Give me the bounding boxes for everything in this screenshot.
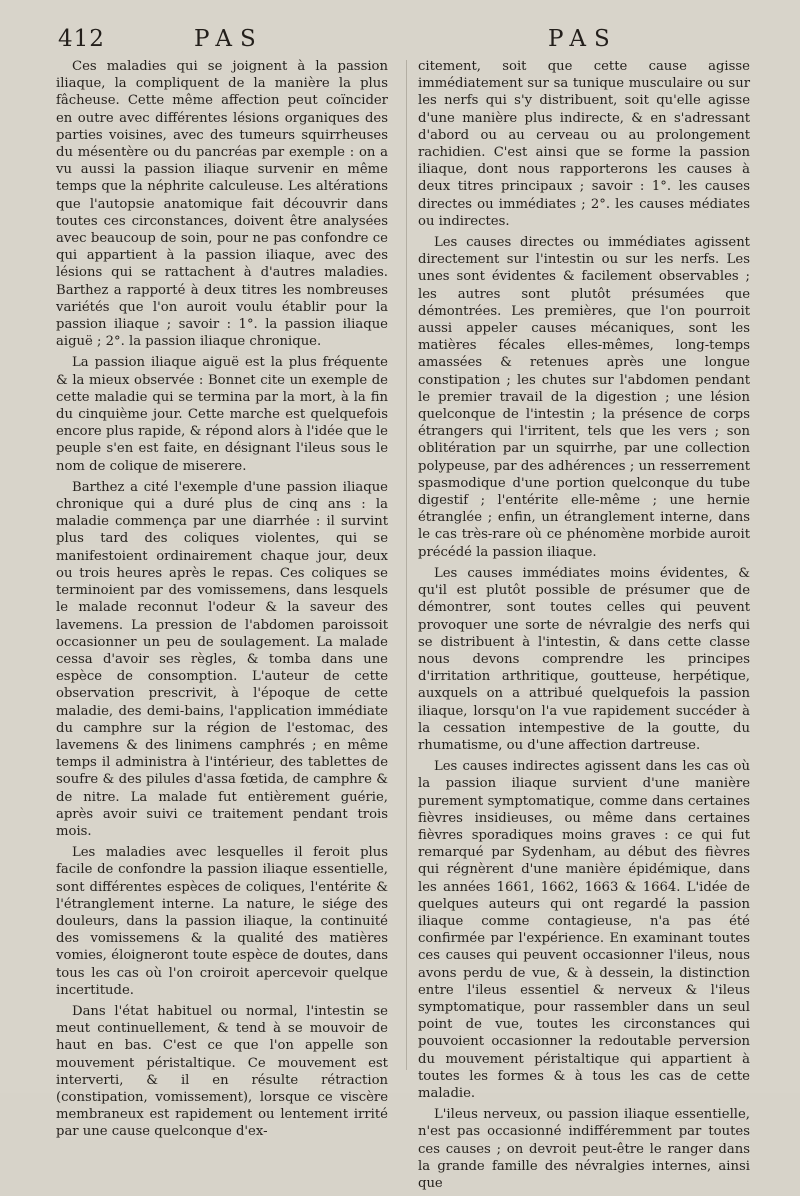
left-column [56, 58, 388, 1145]
paragraph: citement, soit que cette cause agisse immédiatement sur sa tunique musculaire ou sur les nerfs qui s'y distribuent, soit qu'elle agisse d'une manière plus indirecte, & en s'adressant d'abord ou au cerveau ou au prolongement rachidien. C'est ainsi que se forme la passion iliaque, dont nous rapporterons les causes à deux titres principaux ; savoir : 1°. les causes directes ou immédiates ; 2°. les causes médiates ou indirectes. [418, 59, 750, 229]
paragraph: Les maladies avec lesquelles il feroit plus facile de confondre la passion iliaque essentielle, sont différentes espèces de coliques, l'entérite & l'étranglement interne. La nature, le siége des douleurs, dans la passion iliaque, la continuité des vomissemens & la qualité des matières vomies, éloigneront toute espèce de doutes, dans tous les cas où l'on croiroit apercevoir quelque incertitude. [56, 845, 388, 998]
page-header [0, 26, 800, 56]
paragraph: Les causes directes ou immédiates agissent directement sur l'intestin ou sur les nerfs. Les unes sont évidentes & facilement observables ; les autres sont plutôt présumées que démontrées. Les premières, que l'on pourroit aussi appeler causes mécaniques, sont les matières fécales elles-mêmes, long-temps amassées & retenues après une longue constipation ; les chutes sur l'abdomen pendant le premier travail de la digestion ; une lésion quelconque de l'intestin ; la présence de corps étrangers qui l'irritent, tels que les vers ; son oblitération par un squirrhe, par une collection polypeuse, par des adhérences ; un resserrement spasmodique d'une portion quelconque du tube digestif ; l'entérite elle-même ; une hernie étranglée ; enfin, un étranglement interne, dans le cas très-rare où ce phénomène morbide auroit précédé la passion iliaque. [418, 235, 750, 560]
paragraph: L'ileus nerveux, ou passion iliaque essentielle, n'est pas occasionné indifféremment par toutes ces causes ; on devroit peut-être le ranger dans la grande famille des névralgies internes, ainsi que [418, 1107, 750, 1191]
column-divider [406, 60, 407, 1070]
running-head-right: PAS [548, 26, 618, 52]
paragraph: Barthez a cité l'exemple d'une passion iliaque chronique qui a duré plus de cinq ans : la maladie commença par une diarrhée : il survint plus tard des coliques violentes, qui se manifestoient ordinairement chaque jour, deux ou trois heures après le repas. Ces coliques se terminoient par des vomissemens, dans lesquels le malade reconnut l'odeur & la saveur des lavemens. La pression de l'abdomen paroissoit occasionner un peu de soulagement. La malade cessa d'avoir ses règles, & tomba dans une espèce de consomption. L'auteur de cette observation prescrivit, à l'époque de cette maladie, des demi-bains, l'application immédiate du camphre sur la région de l'estomac, des lavemens & des linimens camphrés ; en même temps il administra à l'intérieur, des tablettes de soufre & des pilules d'assa fœtida, de camphre & de nitre. La malade fut entièrement guérie, après avoir suivi ce traitement pendant trois mois. [56, 479, 388, 839]
paragraph: Dans l'état habituel ou normal, l'intestin se meut continuellement, & tend à se mouvoir de haut en bas. C'est ce que l'on appelle son mouvement péristaltique. Ce mouvement est interverti, & il en résulte rétraction (constipation, vomissement), lorsque ce viscère membraneux est rapidement ou lentement irrité par une cause quelconque d'ex- [56, 1003, 388, 1140]
paragraph: Les causes indirectes agissent dans les cas où la passion iliaque survient d'une manière purement symptomatique, comme dans certaines fièvres insidieuses, ou même dans certaines fièvres sporadiques moins graves : ce qui fut remarqué par Sydenham, au début des fièvres qui régnèrent d'une manière épidémique, dans les années 1661, 1662, 1663 & 1664. L'idée de quelques auteurs qui ont regardé la passion iliaque comme contagieuse, n'a pas été confirmée par l'expérience. En examinant toutes ces causes qui peuvent occasionner l'ileus, nous avons perdu de vue, & à dessein, la distinction entre l'ileus essentiel & nerveux & l'ileus symptomatique, pour rassembler dans un seul point de vue, toutes les circonstances qui pouvoient occasionner la redoutable perversion du mouvement péristaltique qui appartient à toutes les formes & à tous les cas de cette maladie. [418, 759, 750, 1101]
paragraph: La passion iliaque aiguë est la plus fréquente & la mieux observée : Bonnet cite un exemple de cette maladie qui se termina par la mort, à la fin du cinquième jour. Cette marche est quelquefois encore plus rapide, & répond alors à l'idée que le peuple s'en est faite, en désignant l'ileus sous le nom de colique de miserere. [56, 355, 388, 474]
paragraph: Les causes immédiates moins évidentes, & qu'il est plutôt possible de présumer que de démontrer, sont toutes celles qui peuvent provoquer une sorte de névralgie des nerfs qui se distribuent à l'intestin, & dans cette classe nous devons comprendre les principes d'irritation arthritique, goutteuse, herpétique, auxquels on a attribué quelquefois la passion iliaque, lorsqu'on l'a vue rapidement succéder à la cessation intempestive de la goutte, du rhumatisme, ou d'une affection dartreuse. [418, 565, 750, 753]
running-head-left: PAS [194, 26, 264, 52]
page-number: 412 [58, 26, 105, 52]
paragraph: Ces maladies qui se joignent à la passion iliaque, la compliquent de la manière la plus fâcheuse. Cette même affection peut coïncider en outre avec différentes lésions organiques des parties voisines, avec des tumeurs squirrheuses du mésentère ou du pancréas par exemple : on a vu aussi la passion iliaque survenir en même temps que la néphrite calculeuse. Les altérations que l'autopsie anatomique fait découvrir dans toutes ces circonstances, doivent être analysées avec beaucoup de soin, pour ne pas confondre ce qui appartient à la passion iliaque, avec des lésions qui se rattachent à d'autres maladies. Barthez a rapporté à deux titres les nombreuses variétés que l'on auroit voulu établir pour la passion iliaque ; savoir : 1°. la passion iliaque aiguë ; 2°. la passion iliaque chronique. [56, 59, 388, 350]
right-column [418, 58, 750, 1196]
